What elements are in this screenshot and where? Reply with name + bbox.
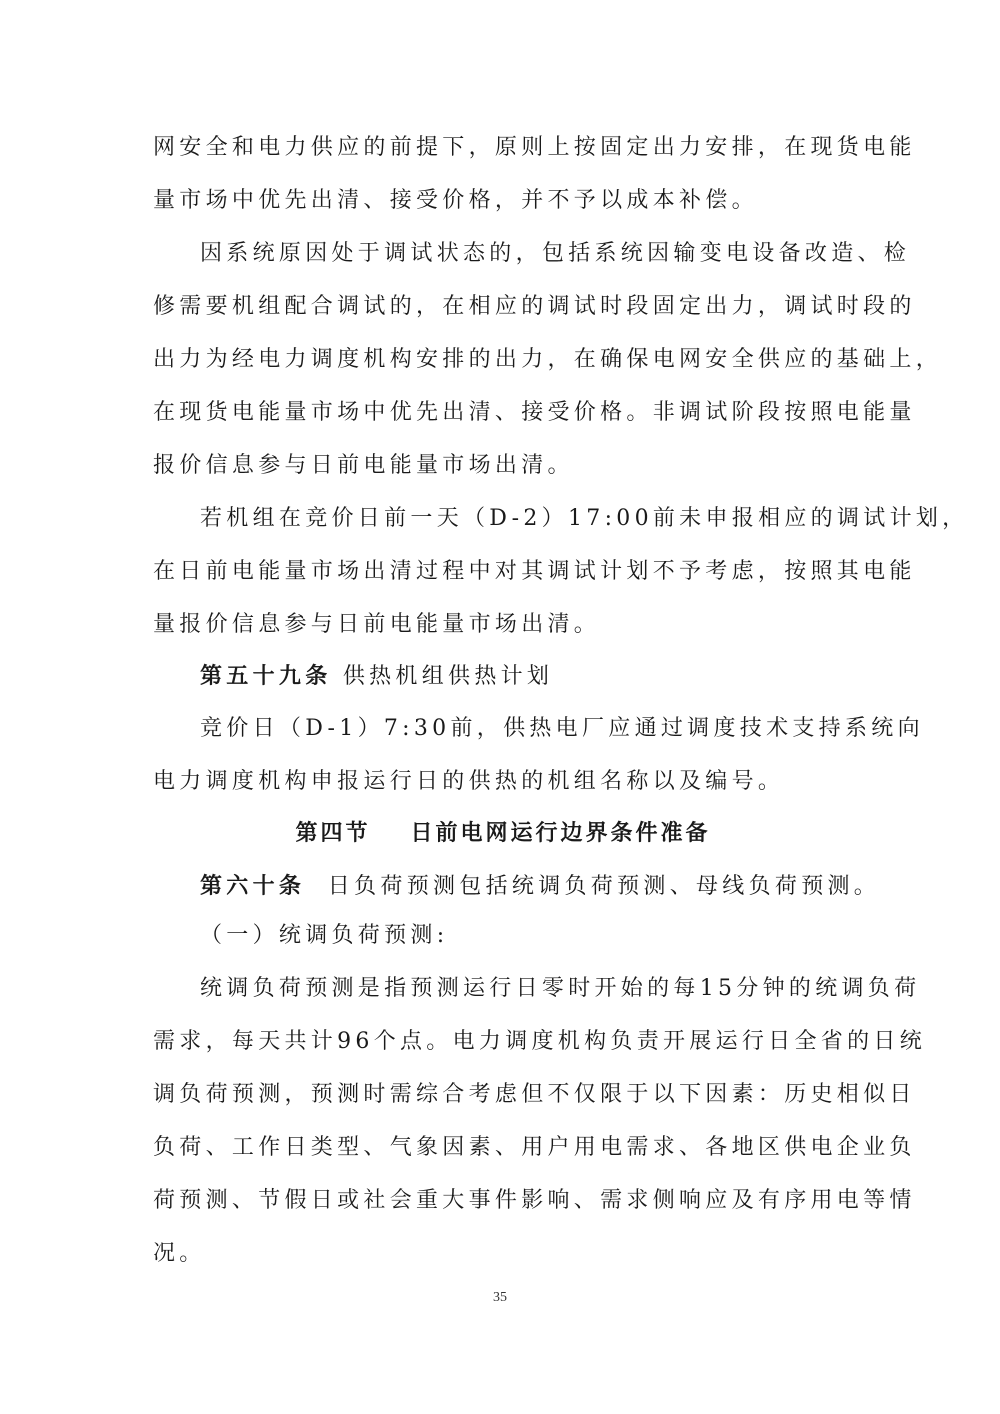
body-text-line: 若机组在竞价日前一天（D-2）17:00前未申报相应的调试计划， bbox=[200, 506, 969, 531]
body-text-line: 修需要机组配合调试的，在相应的调试时段固定出力，调试时段的 bbox=[153, 294, 916, 319]
body-text-line: 况。 bbox=[153, 1241, 206, 1266]
article-label: 第五十九条 bbox=[200, 663, 332, 689]
body-text-line: 在现货电能量市场中优先出清、接受价格。非调试阶段按照电能量 bbox=[153, 400, 916, 425]
body-text-line: 负荷、工作日类型、气象因素、用户用电需求、各地区供电企业负 bbox=[153, 1135, 916, 1160]
section-label: 第四节 bbox=[295, 820, 371, 846]
body-text-line: 需求，每天共计96个点。电力调度机构负责开展运行日全省的日统 bbox=[153, 1029, 926, 1054]
body-text-line: 在日前电能量市场出清过程中对其调试计划不予考虑，按照其电能 bbox=[153, 559, 916, 584]
body-text-line: 因系统原因处于调试状态的，包括系统因输变电设备改造、检 bbox=[200, 241, 911, 266]
section-title: 日前电网运行边界条件准备 bbox=[410, 820, 711, 846]
section-heading bbox=[153, 818, 853, 848]
body-text-line: 调负荷预测，预测时需综合考虑但不仅限于以下因素：历史相似日 bbox=[153, 1082, 916, 1107]
body-text-line: 报价信息参与日前电能量市场出清。 bbox=[153, 453, 574, 478]
body-text-line: 出力为经电力调度机构安排的出力，在确保电网安全供应的基础上， bbox=[153, 347, 943, 372]
body-text-line: 网安全和电力供应的前提下，原则上按固定出力安排，在现货电能 bbox=[153, 135, 916, 160]
body-text-line: 量市场中优先出清、接受价格，并不予以成本补偿。 bbox=[153, 188, 758, 213]
body-text-line: 量报价信息参与日前电能量市场出清。 bbox=[153, 612, 601, 637]
body-text-line: 竞价日（D-1）7:30前，供热电厂应通过调度技术支持系统向 bbox=[200, 716, 924, 741]
article-label: 第六十条 bbox=[200, 873, 306, 899]
body-text-line: 电力调度机构申报运行日的供热的机组名称以及编号。 bbox=[153, 769, 785, 794]
article-59-heading bbox=[200, 661, 853, 691]
article-text: 日负荷预测包括统调负荷预测、母线负荷预测。 bbox=[327, 874, 881, 899]
list-item-heading: （一）统调负荷预测: bbox=[200, 923, 449, 948]
article-60-heading bbox=[200, 871, 881, 901]
body-text-line: 统调负荷预测是指预测运行日零时开始的每15分钟的统调负荷 bbox=[200, 976, 921, 1001]
article-title: 供热机组供热计划 bbox=[342, 664, 554, 689]
body-text-line: 荷预测、节假日或社会重大事件影响、需求侧响应及有序用电等情 bbox=[153, 1188, 916, 1213]
page-number: 35 bbox=[493, 1290, 507, 1305]
